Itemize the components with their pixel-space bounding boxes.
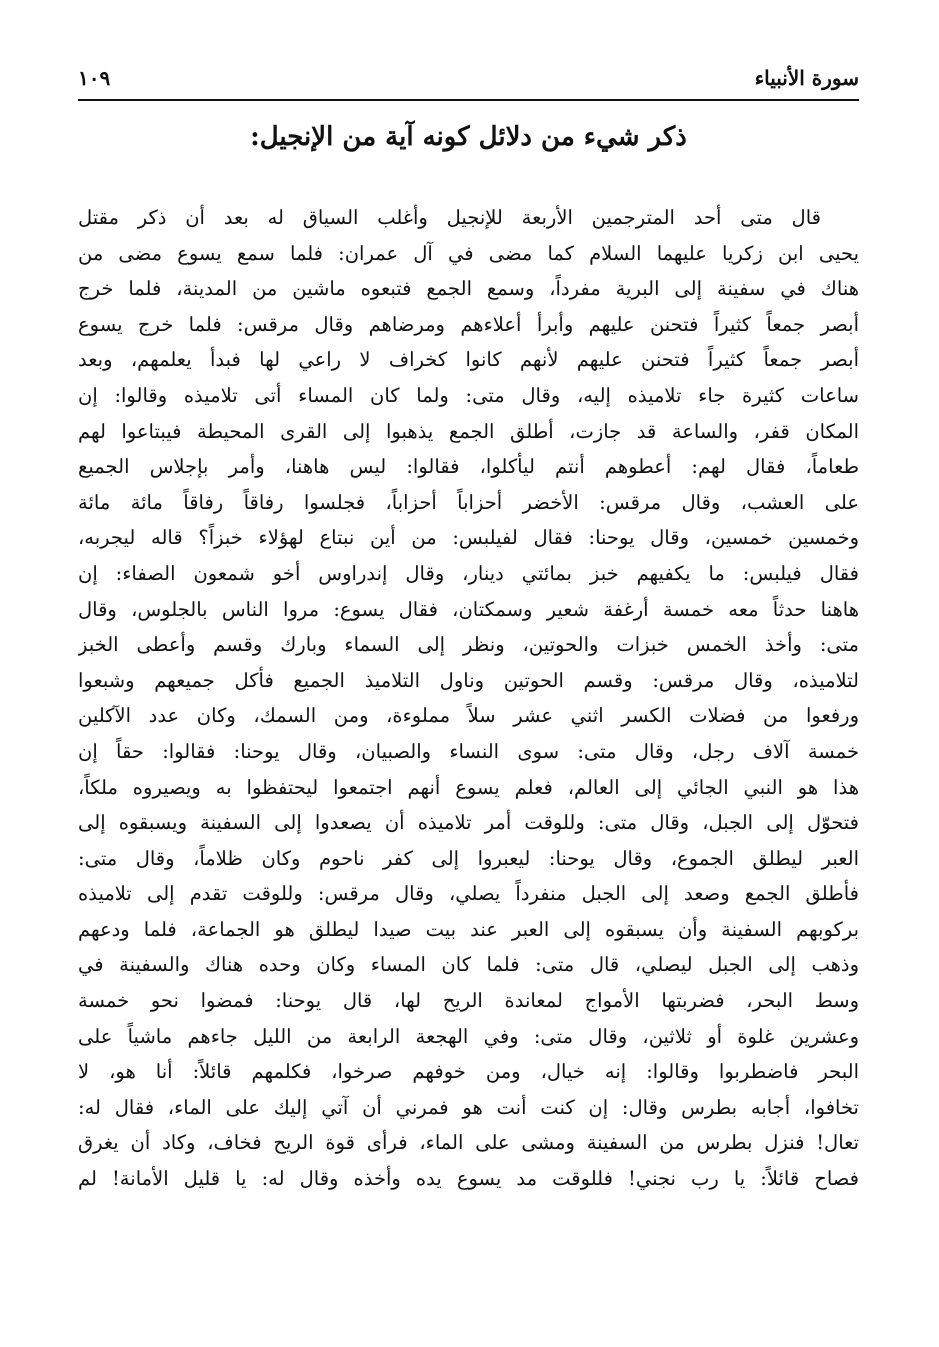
text-line: هذا هو النبي الجائي إلى العالم، فعلم يسوع أنهم اجتمعوا ليحتفظوا به ويصيروه ملكاً، [78, 775, 859, 799]
text-line: على العشب، وقال مرقس: الأخضر أحزاباً أحزاباً، فجلسوا رفاقاً رفاقاً مائة مائة [78, 490, 859, 514]
text-line: هاهنا حدثاً معه خمسة أرغفة شعير وسمكتان، فقال يسوع: مروا الناس بالجلوس، وقال [78, 597, 859, 621]
text-line: وسط البحر، فضربتها الأمواج لمعاندة الريح لها، قال يوحنا: فمضوا نحو خمسة [78, 989, 859, 1013]
text-line: متى: وأخذ الخمس خبزات والحوتين، ونظر إلى السماء وبارك وقسم وأعطى الخبز [78, 633, 859, 657]
page-number: ١٠٩ [78, 66, 111, 90]
text-line: يحيى ابن زكريا عليهما السلام كما مضى في آل عمران: فلما سمع يسوع مضى من [78, 241, 859, 265]
text-line: ساعات كثيرة جاء تلاميذه إليه، وقال متى: ولما كان المساء أتى تلاميذه وقالوا: إن [78, 383, 859, 407]
running-header [78, 62, 859, 96]
header-divider [78, 99, 859, 101]
text-line: طعاماً، فقال لهم: أعطوهم أنتم ليأكلوا، فقالوا: ليس هاهنا، وأمر بإجلاس الجميع [78, 455, 859, 479]
text-line: فأطلق الجمع وصعد إلى الجبل منفرداً يصلي، وقال مرقس: وللوقت تقدم إلى تلاميذه [78, 882, 859, 906]
body-text [78, 200, 859, 1197]
text-line: ورفعوا من فضلات الكسر اثني عشر سلاً مملوءة، ومن السمك، وكان عدد الآكلين [78, 704, 859, 728]
text-line: لتلاميذه، وقال مرقس: وقسم الحوتين وناول التلاميذ الجميع فأكل جميعهم وشبعوا [78, 668, 859, 692]
text-line: تخافوا، أجابه بطرس وقال: إن كنت أنت هو فمرني أن آتي إليك على الماء، فقال له: [78, 1095, 859, 1119]
text-line: وخمسين خمسين، وقال يوحنا: فقال لفيلبس: من أين نبتاع لهؤلاء خبزاً؟ قاله ليجربه، [78, 526, 859, 550]
text-line: وعشرين غلوة أو ثلاثين، وقال متى: وفي الهجعة الرابعة من الليل جاءهم ماشياً على [78, 1024, 859, 1048]
text-line: وذهب إلى الجبل ليصلي، قال متى: فلما كان المساء وكان وحده هناك والسفينة في [78, 953, 859, 977]
text-line: المكان قفر، والساعة قد جازت، أطلق الجمع يذهبوا إلى القرى المحيطة فيبتاعوا لهم [78, 419, 859, 443]
text-line: العبر ليطلق الجموع، وقال يوحنا: ليعبروا إلى كفر ناحوم وكان ظلاماً، وقال متى: [78, 846, 859, 870]
surah-title: سورة الأنبياء [754, 66, 859, 90]
text-line: البحر فاضطربوا وقالوا: إنه خيال، ومن خوفهم صرخوا، فكلمهم قائلاً: أنا هو، لا [78, 1060, 859, 1084]
text-line: هناك في سفينة إلى البرية مفرداً، وسمع الجمع فتبعوه ماشين من المدينة، فلما خرج [78, 277, 859, 301]
text-line: فصاح قائلاً: يا رب نجني! فللوقت مد يسوع يده وأخذه وقال له: يا قليل الأمانة! لم [78, 1167, 859, 1191]
section-heading: ذكر شيء من دلائل كونه آية من الإنجيل: [250, 122, 687, 152]
text-line: تعال! فنزل بطرس من السفينة ومشى على الماء، فرأى قوة الريح فخاف، وكاد أن يغرق [78, 1131, 859, 1155]
text-line: قال متى أحد المترجمين الأربعة للإنجيل وأغلب السياق له بعد أن ذكر مقتل [78, 206, 821, 229]
text-line: فقال فيلبس: ما يكفيهم خبز بمائتي دينار، وقال إندراوس أخو شمعون الصفاء: إن [78, 561, 859, 585]
text-line: خمسة آلاف رجل، وقال متى: سوى النساء والصبيان، وقال يوحنا: فقالوا: حقاً إن [78, 739, 859, 763]
text-line: فتحوّل إلى الجبل، وقال متى: وللوقت أمر تلاميذه أن يصعدوا إلى السفينة ويسبقوه إلى [78, 811, 859, 835]
text-line: أبصر جمعاً كثيراً فتحنن عليهم وأبرأ أعلاءهم ومرضاهم وقال مرقس: فلما خرج يسوع [78, 312, 859, 336]
text-line: بركوبهم السفينة وأن يسبقوه إلى العبر عند بيت صيدا ليطلق هو الجماعة، فلما ودعهم [78, 917, 859, 941]
text-line: أبصر جمعاً كثيراً فتحنن عليهم لأنهم كانوا كخراف لا راعي لها فبدأ يعلمهم، وبعد [78, 348, 859, 372]
